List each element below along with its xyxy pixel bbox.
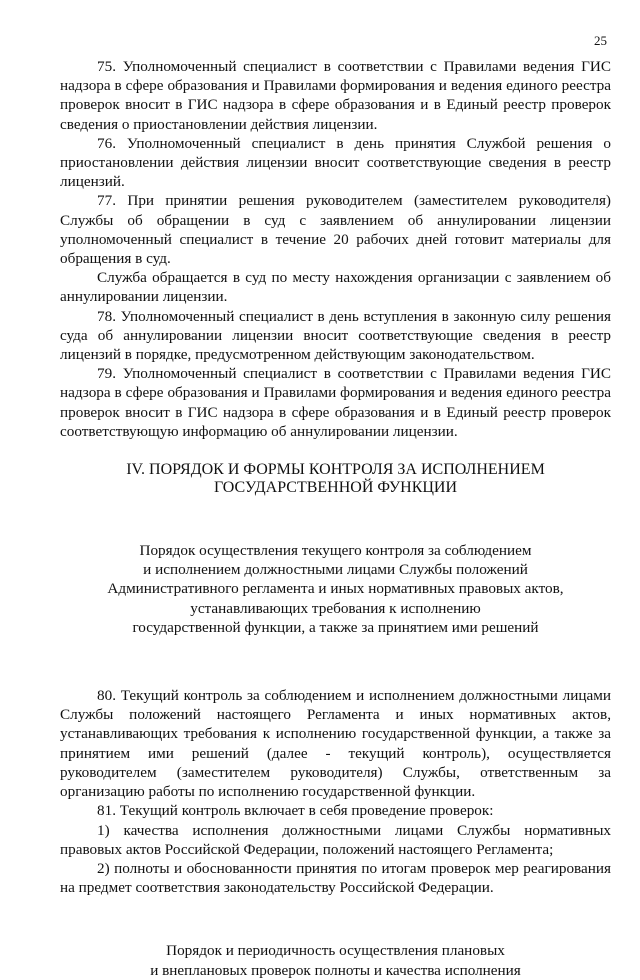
paragraph-75: 75. Уполномоченный специалист в соответствии с Правилами ведения ГИС надзора в сфере образования и Правилами формирования и ведения единого реестра проверок вносит в ГИС надзора в сфере образования и в Единый реестр проверок сведения о приостановлении действия лицензии.	[60, 58, 611, 133]
list-item-2: 2) полноты и обоснованности принятия по итогам проверок мер реагирования на предмет соответствия законодательству Российской Федерации.	[60, 859, 611, 897]
paragraph-77-continued: Служба обращается в суд по месту нахождения организации с заявлением об аннулировании лицензии.	[60, 269, 611, 306]
subsection-heading-inspections	[60, 941, 611, 979]
subsection-heading-current-control	[60, 541, 611, 637]
paragraph-77: 77. При принятии решения руководителем (заместителем руководителя) Службы об обращении в суд с заявлением об аннулировании лицензии уполномоченный специалист в течение 20 рабочих дней готовит материалы для обращения в суд.	[60, 192, 611, 268]
subheading-line: и исполнением должностными лицами Службы положений	[143, 561, 528, 579]
list-item-1: 1) качества исполнения должностными лицами Службы нормативных правовых актов Российской Федерации, положений настоящего Регламента;	[60, 821, 611, 858]
paragraph-80: 80. Текущий контроль за соблюдением и исполнением должностными лицами Службы положений настоящего Регламента и иных нормативных актов, устанавливающих требования к исполнению государственной функции, а также за принятием ими решений (далее - текущий контроль), осуществляется руководителем (заместителем руководителя) Службы, ответственным за организацию работы по исполнению государственной функции.	[60, 687, 611, 801]
page-number: 25	[594, 33, 607, 48]
subheading-line: Административного регламента и иных нормативных правовых актов,	[107, 580, 564, 598]
subheading-line: Порядок и периодичность осуществления плановых	[166, 942, 505, 960]
section-heading-line: IV. ПОРЯДОК И ФОРМЫ КОНТРОЛЯ ЗА ИСПОЛНЕНИЕМ	[126, 461, 545, 479]
document-body	[60, 57, 611, 980]
section-heading	[60, 461, 611, 497]
subheading-line: и внеплановых проверок полноты и качества исполнения	[150, 961, 521, 979]
paragraph-78: 78. Уполномоченный специалист в день вступления в законную силу решения суда об аннулировании лицензии вносит соответствующие сведения в реестр лицензий в порядке, предусмотренном действующим законодательством.	[60, 307, 611, 364]
paragraph-81: 81. Текущий контроль включает в себя проведение проверок:	[97, 802, 494, 820]
paragraph-76: 76. Уполномоченный специалист в день принятия Службой решения о приостановлении действия лицензии вносит соответствующие сведения в реестр лицензий.	[60, 134, 611, 191]
section-heading-line: ГОСУДАРСТВЕННОЙ ФУНКЦИИ	[213, 479, 458, 497]
paragraph-79: 79. Уполномоченный специалист в соответствии с Правилами ведения ГИС надзора в сфере образования и Правилами формирования и ведения единого реестра проверок вносит в ГИС надзора в сфере образования и в Единый реестр проверок соответствующую информацию об аннулировании лицензии.	[60, 365, 611, 440]
subheading-line: устанавливающих требования к исполнению	[190, 599, 481, 617]
subheading-line: Порядок осуществления текущего контроля за соблюдением	[139, 542, 532, 560]
subheading-line: государственной функции, а также за принятием ими решений	[132, 618, 539, 636]
